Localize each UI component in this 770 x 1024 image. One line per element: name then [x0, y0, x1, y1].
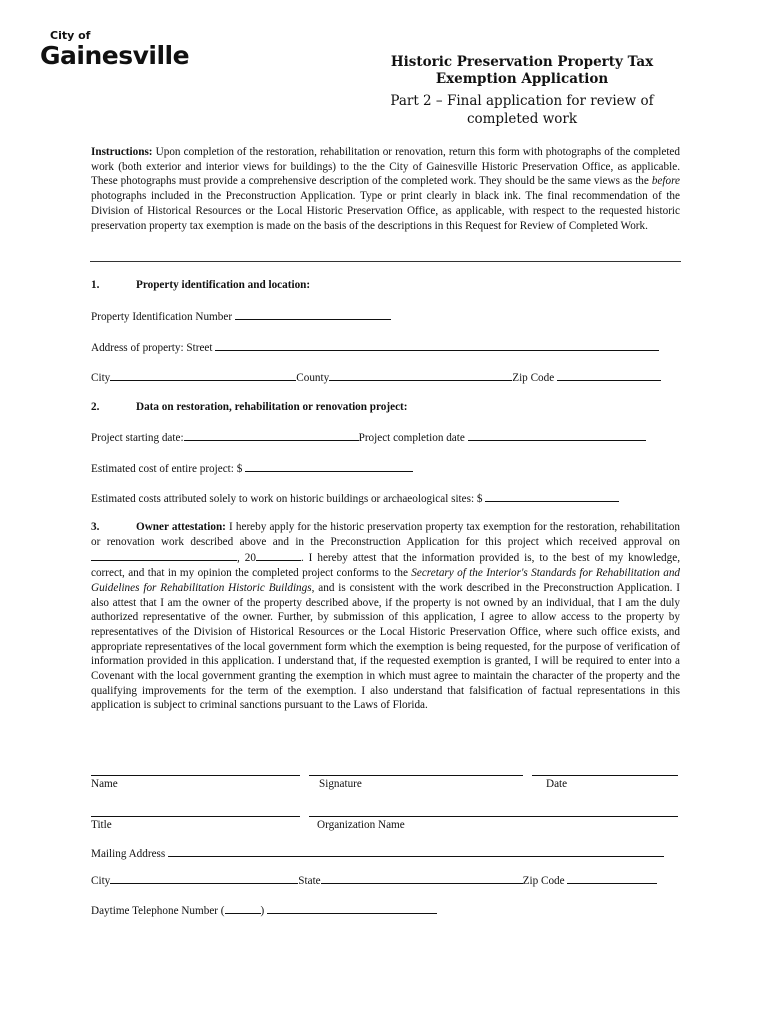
phone-label: Daytime Telephone Number (: [91, 905, 225, 917]
title-line-1: Historic Preservation Property Tax: [390, 54, 654, 70]
attestation-text-b: . I hereby attest that the information provided is, to the best of my knowledge, correct, and that in my opinion the completed project conforms to the: [91, 552, 681, 580]
mail-city-field[interactable]: [110, 872, 298, 884]
county-label: County: [296, 372, 330, 384]
area-code-field[interactable]: [225, 902, 261, 914]
state-label: State: [298, 875, 321, 887]
title-field[interactable]: [91, 816, 300, 817]
street-field[interactable]: [215, 339, 659, 351]
attestation-comma-20: , 20: [237, 552, 256, 565]
section-2-title: Data on restoration, rehabilitation or renovation project:: [136, 401, 408, 413]
phone-close-paren: ): [260, 905, 265, 917]
title-label: Title: [91, 819, 112, 831]
street-label: Address of property: Street: [91, 342, 213, 354]
completion-date-label: Project completion date: [358, 432, 465, 444]
city-county-zip-row: [91, 369, 661, 385]
instructions-before: before: [651, 175, 680, 188]
zip-field[interactable]: [557, 369, 661, 381]
mail-zip-label: Zip Code: [522, 875, 565, 887]
date-field[interactable]: [532, 775, 678, 776]
phone-row: [91, 902, 437, 918]
section-2-number: 2.: [91, 401, 100, 413]
owner-attestation: [91, 520, 680, 713]
start-date-field[interactable]: [184, 429, 359, 441]
logo-gainesville: Gainesville: [40, 41, 190, 70]
mailing-address-field[interactable]: [168, 845, 664, 857]
mail-city-label: City: [91, 875, 111, 887]
subtitle-line-1: Part 2 – Final application for review of: [390, 93, 654, 109]
historic-cost-field[interactable]: [485, 490, 619, 502]
mailing-address-label: Mailing Address: [91, 848, 166, 860]
cost-field[interactable]: [245, 460, 413, 472]
organization-field[interactable]: [309, 816, 678, 817]
project-dates-row: [91, 429, 646, 445]
pin-field[interactable]: [235, 308, 391, 320]
instructions: [91, 145, 680, 233]
attestation-text-c: , and is consistent with the work described in the Preconstruction Application. I also attest that I am the owner of the property described above, if the property is not owned by an individual, that I am the duly authorized representative of the owner. Further, by submission of this application, I agree to allow access to the property by representatives of the Division of Historical Resources or the Local Historic Preservation Office, where such office exists, and appropriate representatives of the local government form which the exemption is being requested, for the purpose of verification of information provided in this application. I understand that, if the requested exemption is granted, I will be required to enter into a Covenant with the local government granting the exemption in which must agree to maintain the character of the property and the qualifying improvements for the term of the exemption. I also understand that falsification of factual representations in this application is subject to criminal sanctions pursuant to the Laws of Florida.: [91, 581, 680, 712]
name-label: Name: [91, 778, 118, 790]
mail-zip-field[interactable]: [567, 872, 657, 884]
section-1-heading: [91, 278, 310, 292]
cost-label: Estimated cost of entire project: $: [91, 463, 243, 475]
section-3-number: 3.: [91, 521, 100, 533]
section-2-heading: [91, 400, 407, 414]
pin-row: [91, 308, 391, 324]
county-field[interactable]: [329, 369, 512, 381]
organization-label: Organization Name: [317, 819, 405, 831]
approval-year-field[interactable]: [256, 549, 301, 561]
street-row: [91, 339, 659, 355]
instructions-text-a: Upon completion of the restoration, rehabilitation or renovation, return this form with photographs of the completed work (both exterior and interior views for buildings) to the the City of Gainesville Historic Preservation Office, as applicable. These photographs must provide a comprehensive description of the completed work. They should be the same views as the: [91, 146, 680, 188]
instructions-text-b: photographs included in the Preconstruction Application. Type or print clearly in black ink. The final recommendation of the Division of Historical Resources or the Local Historic Preservation Office, as applicable, with respect to the requested historic preservation property tax exemption is made on the basis of the descriptions in this Request for Review of Completed Work.: [91, 190, 680, 232]
instructions-label: Instructions:: [91, 146, 153, 158]
city-field[interactable]: [110, 369, 296, 381]
completion-date-field[interactable]: [468, 429, 646, 441]
city-label: City: [91, 372, 111, 384]
section-1-title: Property identification and location:: [136, 279, 311, 291]
name-field[interactable]: [91, 775, 300, 776]
section-1-number: 1.: [91, 279, 100, 291]
signature-label: Signature: [319, 778, 362, 790]
divider: [90, 261, 681, 262]
signature-field[interactable]: [309, 775, 523, 776]
state-field[interactable]: [321, 872, 523, 884]
phone-number-field[interactable]: [267, 902, 437, 914]
logo-city-of: City of: [50, 29, 91, 42]
date-label: Date: [546, 778, 568, 790]
section-3-title: Owner attestation:: [136, 521, 226, 533]
city-state-zip-row: [91, 872, 657, 888]
mailing-address-row: [91, 845, 664, 861]
subtitle-line-2: completed work: [466, 111, 578, 127]
approval-date-field[interactable]: [91, 549, 237, 561]
historic-cost-label: Estimated costs attributed solely to work on historic buildings or archaeological sites: $: [91, 493, 483, 505]
project-cost-row: [91, 460, 413, 476]
title-line-2: Exemption Application: [435, 71, 609, 87]
zip-label: Zip Code: [512, 372, 555, 384]
city-logo: [40, 30, 189, 70]
attestation-text-a: I hereby apply for the historic preservation property tax exemption for the restoration, rehabilitation or renovation work described above and in the Preconstruction Application for this project which received approval on: [91, 521, 680, 548]
form-header: [372, 54, 672, 128]
pin-label: Property Identification Number: [91, 311, 233, 323]
secretary-standards: Secretary of the Interior's Standards for Rehabilitation and Guidelines for Rehabilitation Historic Buildings: [91, 567, 681, 594]
start-date-label: Project starting date:: [91, 432, 184, 444]
historic-cost-row: [91, 490, 619, 506]
